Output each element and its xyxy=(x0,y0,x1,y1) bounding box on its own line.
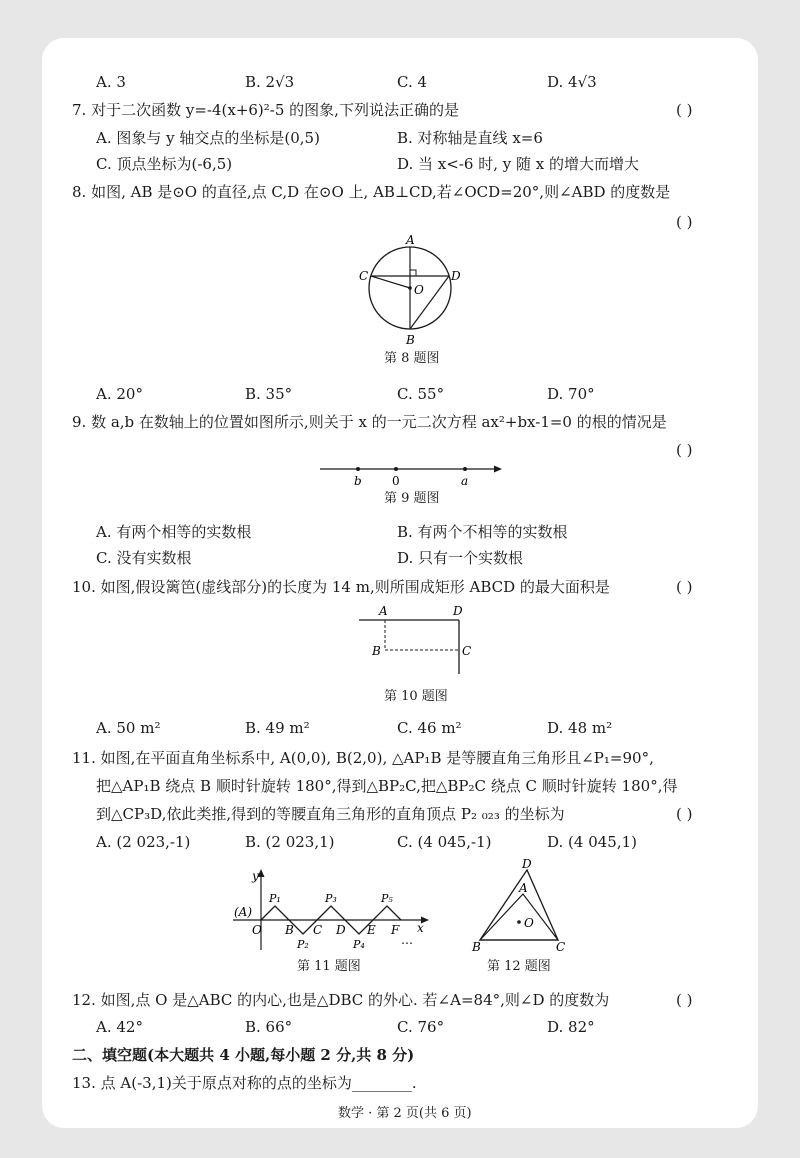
q9-point-zero xyxy=(394,467,398,471)
q7-option-d: D. 当 x<-6 时, y 随 x 的增大而增大 xyxy=(397,155,639,173)
q9-caption: 第 9 题图 xyxy=(384,491,440,506)
page-footer: 数学 · 第 2 页(共 6 页) xyxy=(338,1106,472,1121)
q11-line-2: 把△AP₁B 绕点 B 顺时针旋转 180°,得到△BP₂C,把△BP₂C 绕点 C 顺时针旋转 180°,得 xyxy=(96,777,678,795)
q11-option-a: A. (2 023,-1) xyxy=(96,833,191,851)
q8-label-a: A xyxy=(406,233,415,247)
q9-stem: 9. 数 a,b 在数轴上的位置如图所示,则关于 x 的一元二次方程 ax²+bx-1=0 的根的情况是 xyxy=(72,413,667,431)
q12-label-o: O xyxy=(524,916,534,930)
q11-line-3: 到△CP₃D,依此类推,得到的等腰直角三角形的直角顶点 P₂ ₀₂₃ 的坐标为 xyxy=(96,805,565,823)
q9-option-d: D. 只有一个实数根 xyxy=(397,549,524,567)
q9-number-line xyxy=(318,460,508,490)
q6-option-b: B. 2√3 xyxy=(245,73,295,91)
q9-option-c: C. 没有实数根 xyxy=(96,549,192,567)
section-2-heading: 二、填空题(本大题共 4 小题,每小题 2 分,共 8 分) xyxy=(72,1046,415,1064)
q12-caption: 第 12 题图 xyxy=(487,959,551,974)
q9-label-zero: 0 xyxy=(392,474,400,488)
q11-answer-paren: ( ) xyxy=(676,805,693,823)
q11-option-c: C. (4 045,-1) xyxy=(397,833,492,851)
q12-label-d: D xyxy=(522,857,532,871)
q9-label-b: b xyxy=(354,474,362,488)
q12-center-point xyxy=(517,920,521,924)
q7-option-a: A. 图象与 y 轴交点的坐标是(0,5) xyxy=(96,129,320,147)
q8-caption: 第 8 题图 xyxy=(384,351,440,366)
q11-label-o: O xyxy=(252,923,262,937)
q10-option-a: A. 50 m² xyxy=(96,719,161,737)
q7-answer-paren: ( ) xyxy=(676,101,693,119)
q8-option-c: C. 55° xyxy=(397,385,445,403)
q10-option-b: B. 49 m² xyxy=(245,719,310,737)
q9-label-a: a xyxy=(461,474,469,488)
q7-stem: 7. 对于二次函数 y=-4(x+6)²-5 的图象,下列说法正确的是 xyxy=(72,101,459,119)
q6-option-d: D. 4√3 xyxy=(547,73,597,91)
q8-label-b: B xyxy=(406,333,415,347)
q11-label-ellipsis: … xyxy=(401,933,413,947)
q10-label-b: B xyxy=(372,644,381,658)
q10-option-c: C. 46 m² xyxy=(397,719,462,737)
q11-label-p5: P₅ xyxy=(381,892,393,905)
q9-point-a xyxy=(463,467,467,471)
q9-point-b xyxy=(356,467,360,471)
q8-label-o: O xyxy=(414,283,424,297)
q11-caption: 第 11 题图 xyxy=(297,959,361,974)
q6-option-a: A. 3 xyxy=(96,73,126,91)
q8-segment-oc xyxy=(371,276,410,288)
q11-line-1: 11. 如图,在平面直角坐标系中, A(0,0), B(2,0), △AP₁B 是等腰直角三角形且∠P₁=90°, xyxy=(72,749,654,767)
q12-stem: 12. 如图,点 O 是△ABC 的内心,也是△DBC 的外心. 若∠A=84°,则∠D 的度数为 xyxy=(72,991,610,1009)
q8-circle-figure xyxy=(355,232,465,348)
q12-triangle-figure xyxy=(470,856,580,956)
q11-label-e: E xyxy=(367,923,376,937)
q10-label-c: C xyxy=(462,644,472,658)
q9-option-b: B. 有两个不相等的实数根 xyxy=(397,523,568,541)
q12-option-b: B. 66° xyxy=(245,1018,293,1036)
q7-option-b: B. 对称轴是直线 x=6 xyxy=(397,129,543,147)
q8-option-d: D. 70° xyxy=(547,385,595,403)
q10-answer-paren: ( ) xyxy=(676,578,693,596)
q10-caption: 第 10 题图 xyxy=(384,689,448,704)
q8-answer-paren: ( ) xyxy=(676,213,693,231)
q11-option-b: B. (2 023,1) xyxy=(245,833,335,851)
q11-zigzag-figure xyxy=(233,866,433,956)
q11-label-a: (A) xyxy=(234,905,253,919)
q10-option-d: D. 48 m² xyxy=(547,719,613,737)
q11-label-y: y xyxy=(252,869,259,883)
q8-label-c: C xyxy=(359,269,369,283)
q12-answer-paren: ( ) xyxy=(676,991,693,1009)
q12-option-a: A. 42° xyxy=(96,1018,143,1036)
q12-option-d: D. 82° xyxy=(547,1018,595,1036)
q8-option-b: B. 35° xyxy=(245,385,293,403)
q12-label-c: C xyxy=(556,940,566,954)
q10-label-a: A xyxy=(379,604,388,618)
q11-label-d: D xyxy=(336,923,346,937)
q10-stem: 10. 如图,假设篱笆(虚线部分)的长度为 14 m,则所围成矩形 ABCD 的最大面积是 xyxy=(72,578,610,596)
q8-stem: 8. 如图, AB 是⊙O 的直径,点 C,D 在⊙O 上, AB⊥CD,若∠OCD=20°,则∠ABD 的度数是 xyxy=(72,183,671,201)
q6-option-c: C. 4 xyxy=(397,73,428,91)
q11-label-x: x xyxy=(417,921,424,935)
q8-option-a: A. 20° xyxy=(96,385,143,403)
q12-triangle-abc xyxy=(480,894,558,940)
q8-right-angle-mark xyxy=(410,270,416,276)
q11-label-p2: P₂ xyxy=(297,938,309,951)
q11-label-p3: P₃ xyxy=(325,892,337,905)
q13-stem: 13. 点 A(-3,1)关于原点对称的点的坐标为________. xyxy=(72,1074,417,1092)
q10-fence-figure xyxy=(355,602,480,682)
q11-label-p1: P₁ xyxy=(269,892,281,905)
q9-axis-arrow xyxy=(494,466,502,473)
q9-answer-paren: ( ) xyxy=(676,441,693,459)
q10-label-d: D xyxy=(453,604,463,618)
q9-option-a: A. 有两个相等的实数根 xyxy=(96,523,252,541)
q11-label-c: C xyxy=(313,923,323,937)
q12-label-a: A xyxy=(519,881,528,895)
q11-label-f: F xyxy=(391,923,400,937)
q11-label-p4: P₄ xyxy=(353,938,365,951)
q7-option-c: C. 顶点坐标为(-6,5) xyxy=(96,155,233,173)
q12-option-c: C. 76° xyxy=(397,1018,445,1036)
q12-label-b: B xyxy=(472,940,481,954)
q8-center-point xyxy=(408,286,412,290)
q11-option-d: D. (4 045,1) xyxy=(547,833,637,851)
q8-label-d: D xyxy=(451,269,461,283)
q11-label-b: B xyxy=(285,923,294,937)
